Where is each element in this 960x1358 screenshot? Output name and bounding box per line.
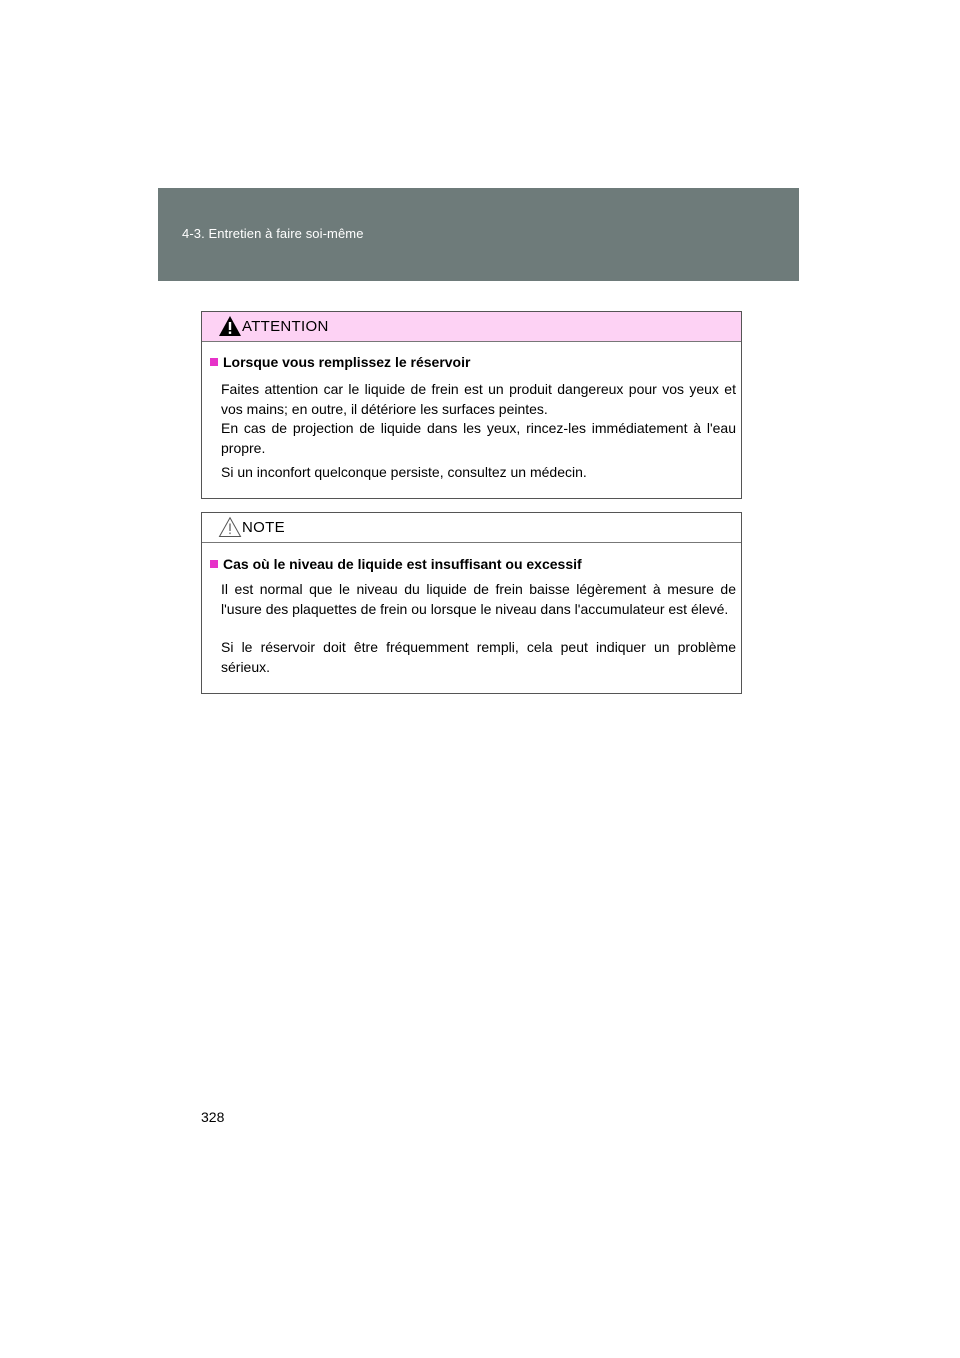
note-paragraph-1a: Il est normal que le niveau du liquide de frein baisse légèrement à mesure de l'usure des plaquettes de frein ou lorsque le niveau dans l'accumulateur est élevé. xyxy=(221,581,736,617)
note-section-heading xyxy=(210,556,582,572)
note-paragraph-1b: Si le réservoir doit être fréquemment rempli, cela peut indiquer un problème sérieux. xyxy=(221,639,736,675)
note-heading-text: Cas où le niveau de liquide est insuffisant ou excessif xyxy=(223,556,582,572)
chapter-section-title: 4-3. Entretien à faire soi-même xyxy=(182,226,364,241)
note-box xyxy=(201,512,742,694)
note-title: NOTE xyxy=(242,519,285,536)
attention-title: ATTENTION xyxy=(242,318,329,335)
warning-triangle-outline-icon xyxy=(218,516,242,538)
square-bullet-icon xyxy=(210,560,218,568)
attention-paragraph-1b: En cas de projection de liquide dans les yeux, rincez-les immédiatement à l'eau propre. xyxy=(221,420,736,456)
note-header xyxy=(202,513,741,543)
attention-paragraph-2: Si un inconfort quelconque persiste, consultez un médecin. xyxy=(221,464,587,480)
page-number: 328 xyxy=(201,1109,225,1125)
attention-box xyxy=(201,311,742,499)
chapter-header-band xyxy=(158,188,799,281)
attention-section-heading xyxy=(210,354,470,370)
attention-paragraph-1a: Faites attention car le liquide de frein est un produit dangereux pour vos yeux et vos mains; en outre, il détériore les surfaces peintes. xyxy=(221,381,736,417)
attention-header xyxy=(202,312,741,342)
warning-triangle-filled-icon xyxy=(218,315,242,337)
attention-heading-text: Lorsque vous remplissez le réservoir xyxy=(223,354,471,370)
square-bullet-icon xyxy=(210,358,218,366)
